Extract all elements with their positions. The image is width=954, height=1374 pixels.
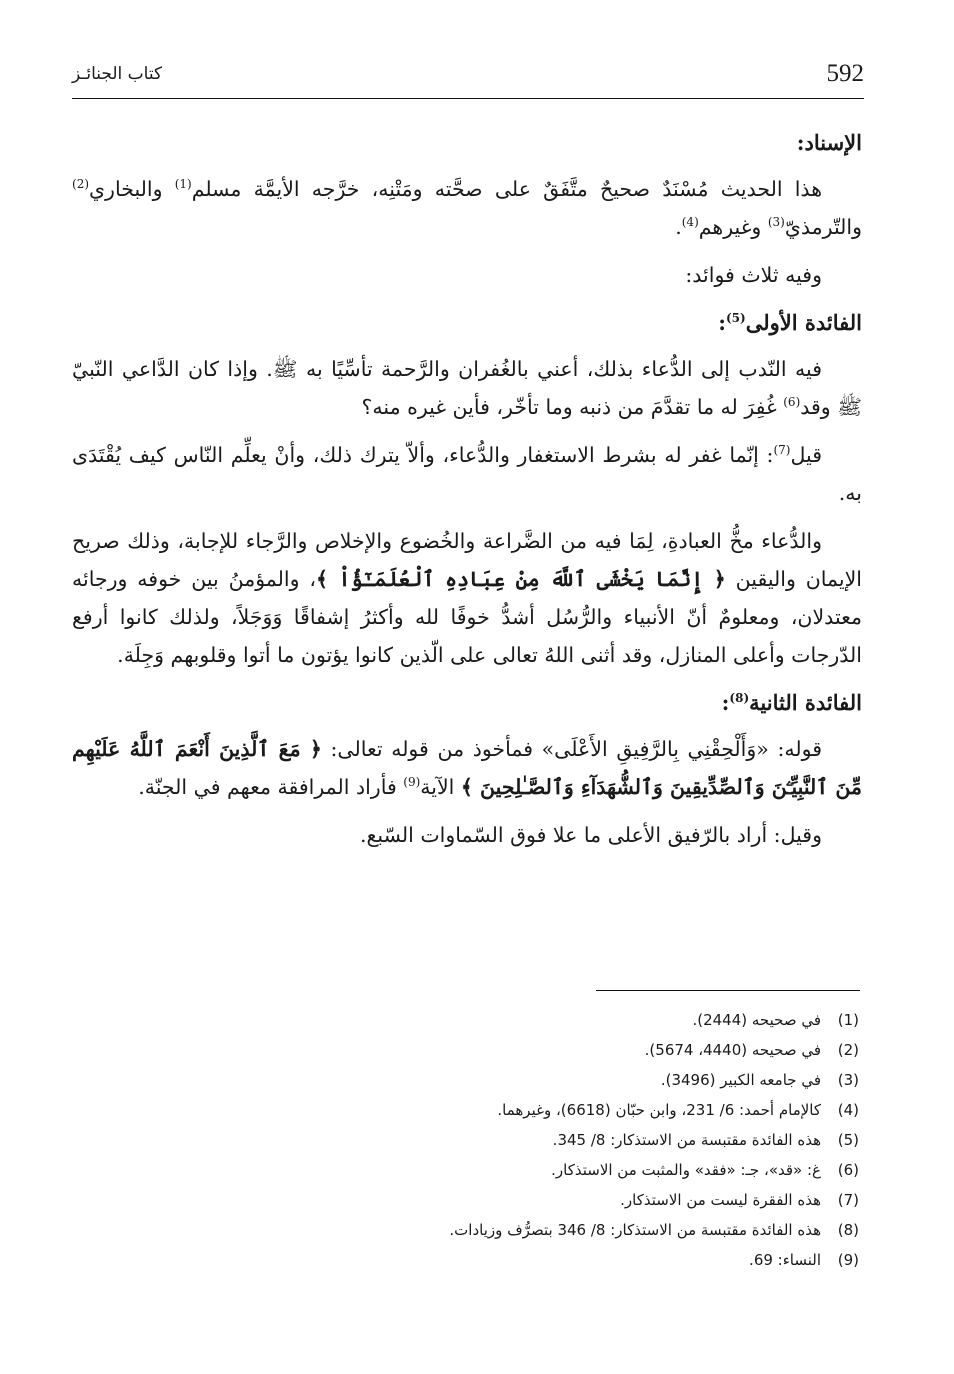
page-header bbox=[72, 58, 864, 98]
footnote-text: في صحيحه (2444). bbox=[692, 1011, 821, 1029]
footnote-text: في جامعه الكبير (3496). bbox=[660, 1071, 821, 1089]
footnote-text: كالإمام أحمد: 6/ 231، وابن حبّان (6618)، وغيرهما. bbox=[497, 1101, 821, 1119]
text-run: والبخاري bbox=[89, 177, 175, 201]
heading-first-benefit bbox=[72, 304, 862, 342]
heading-text: الفائدة الثانية bbox=[749, 690, 862, 715]
text-run: . bbox=[675, 215, 682, 239]
footnote-item bbox=[300, 1095, 859, 1125]
paragraph-benefits-intro: وفيه ثلاث فوائد: bbox=[685, 263, 822, 287]
paragraph-first-benefit bbox=[72, 350, 862, 426]
footnote-ref: (1) bbox=[174, 177, 192, 192]
footnote-ref: (3) bbox=[767, 215, 785, 230]
footnote-text: غ: «قد»، جـ: «فقد» والمثبت من الاستذكار. bbox=[551, 1161, 821, 1179]
footnotes bbox=[300, 1005, 859, 1275]
footnote-number: (3) bbox=[837, 1071, 859, 1089]
text-run: الآية bbox=[420, 775, 461, 799]
footnote-text: النساء: 69. bbox=[749, 1251, 821, 1269]
footnote-text: في صحيحه (4440، 5674). bbox=[644, 1041, 821, 1059]
isnad-heading: الإسناد: bbox=[796, 130, 862, 155]
text-run: قيل bbox=[790, 443, 822, 467]
text-run: والدُّعاء مخُّ العبادةِ، لِمَا فيه من الضَّراعة والخُضوع والإخلاص والرَّجاء للإجابة، وذلك صريح الإيمان واليقين bbox=[72, 529, 862, 591]
main-text bbox=[72, 122, 862, 864]
footnote-number: (6) bbox=[837, 1161, 859, 1179]
footnote-number: (1) bbox=[837, 1011, 859, 1029]
text-run: ، والمؤمنُ بين خوفه ورجائه معتدلان، ومعلومٌ أنّ الأنبياء والرُّسُل أشدُّ خوفًا لله وأكثرُ إشفاقًا وَوَجَلاً، ولذلك كانوا أرفع الدّرجات وأعلى المنازل، وقد أثنى اللهُ تعالى على الّذين كانوا يؤتون ما أتوا وقلوبهم وَجِلَة. bbox=[72, 567, 862, 667]
footnote-item bbox=[300, 1215, 859, 1245]
footnote-item bbox=[300, 1065, 859, 1095]
footnote-item bbox=[300, 1185, 859, 1215]
footnote-ref: (7) bbox=[773, 443, 791, 458]
text-run: وغيرهم bbox=[698, 215, 768, 239]
footnote-number: (9) bbox=[837, 1251, 859, 1269]
footnote-number: (4) bbox=[837, 1101, 859, 1119]
footnote-number: (5) bbox=[837, 1131, 859, 1149]
heading-text: الفائدة الأولى bbox=[745, 310, 862, 335]
paragraph-rafiq: وقيل: أراد بالرّفيق الأعلى ما علا فوق السّماوات السّبع. bbox=[359, 823, 822, 847]
text-run: غُفِرَ له ما تقدَّمَ من ذنبه وما تأخّر، فأين غيره منه؟ bbox=[361, 395, 784, 419]
footnote-item bbox=[300, 1245, 859, 1275]
footnote-ref: (2) bbox=[72, 177, 90, 192]
footnote-item bbox=[300, 1035, 859, 1065]
footnote-ref: (8) bbox=[729, 691, 750, 705]
quran-verse: ﴿ إِنَّمَا يَخْشَى ٱللَّهَ مِنْ عِبَادِهِ ٱلْعُلَمَـٰٓؤُاْ ﴾ bbox=[315, 567, 726, 591]
heading-colon: : bbox=[721, 690, 730, 715]
text-run: والتّرمذيّ bbox=[784, 215, 862, 239]
footnote-ref: (9) bbox=[403, 775, 421, 790]
heading-second-benefit bbox=[72, 684, 862, 722]
footnote-rule bbox=[596, 990, 860, 991]
paragraph-second-benefit bbox=[72, 730, 862, 806]
footnote-text: هذه الفائدة مقتبسة من الاستذكار: 8/ 346 بتصرُّف وزيادات. bbox=[449, 1221, 821, 1239]
footnote-item bbox=[300, 1155, 859, 1185]
header-rule bbox=[72, 98, 864, 99]
footnote-number: (7) bbox=[837, 1191, 859, 1209]
footnote-item bbox=[300, 1005, 859, 1035]
footnote-ref: (6) bbox=[783, 395, 801, 410]
footnote-ref: (5) bbox=[725, 311, 746, 325]
running-title: كتاب الجنائـز bbox=[72, 64, 163, 84]
quran-verse: ﴿ مَعَ ٱلَّذِينَ أَنْعَمَ ٱللَّهُ عَلَيْهِم مِّنَ ٱلنَّبِيِّـۧنَ وَٱلصِّدِّيقِينَ وَٱلشُّهَدَآءِ وَٱلصَّـٰلِحِينَ ﴾ bbox=[72, 737, 862, 799]
footnote-item bbox=[300, 1125, 859, 1155]
text-run: قوله: «وَأَلْحِقْنِي بِالرَّفِيقِ الأَعْلَى» فمأخوذ من قوله تعالى: bbox=[321, 737, 822, 761]
paragraph-qila bbox=[72, 436, 862, 512]
text-run: فيه النّدب إلى الدُّعاء بذلك، أعني بالغُفران والرَّحمة تأسِّيًا به ﷺ. وإذا كان الدَّاعي النّبيّ ﷺ وقد bbox=[72, 357, 862, 419]
page-number: 592 bbox=[826, 60, 864, 87]
footnote-text: هذه الفقرة ليست من الاستذكار. bbox=[620, 1191, 821, 1209]
text-run: فأراد المرافقة معهم في الجنّة. bbox=[138, 775, 404, 799]
footnote-ref: (4) bbox=[681, 215, 699, 230]
footnote-number: (8) bbox=[837, 1221, 859, 1239]
heading-colon: : bbox=[718, 310, 726, 335]
footnote-number: (2) bbox=[837, 1041, 859, 1059]
footnote-text: هذه الفائدة مقتبسة من الاستذكار: 8/ 345. bbox=[552, 1131, 821, 1149]
paragraph-isnad bbox=[72, 170, 862, 246]
paragraph-dua bbox=[72, 522, 862, 674]
text-run: : إنّما غفر له بشرط الاستغفار والدُّعاء، وألاّ يترك ذلك، وأنْ يعلِّم النّاس كيف يُقْتَدَى به. bbox=[72, 443, 862, 505]
text-run: هذا الحديث مُسْنَدٌ صحيحٌ متَّفَقٌ على صحَّته ومَتْنِه، خرَّجه الأيمَّة مسلم bbox=[191, 177, 823, 201]
